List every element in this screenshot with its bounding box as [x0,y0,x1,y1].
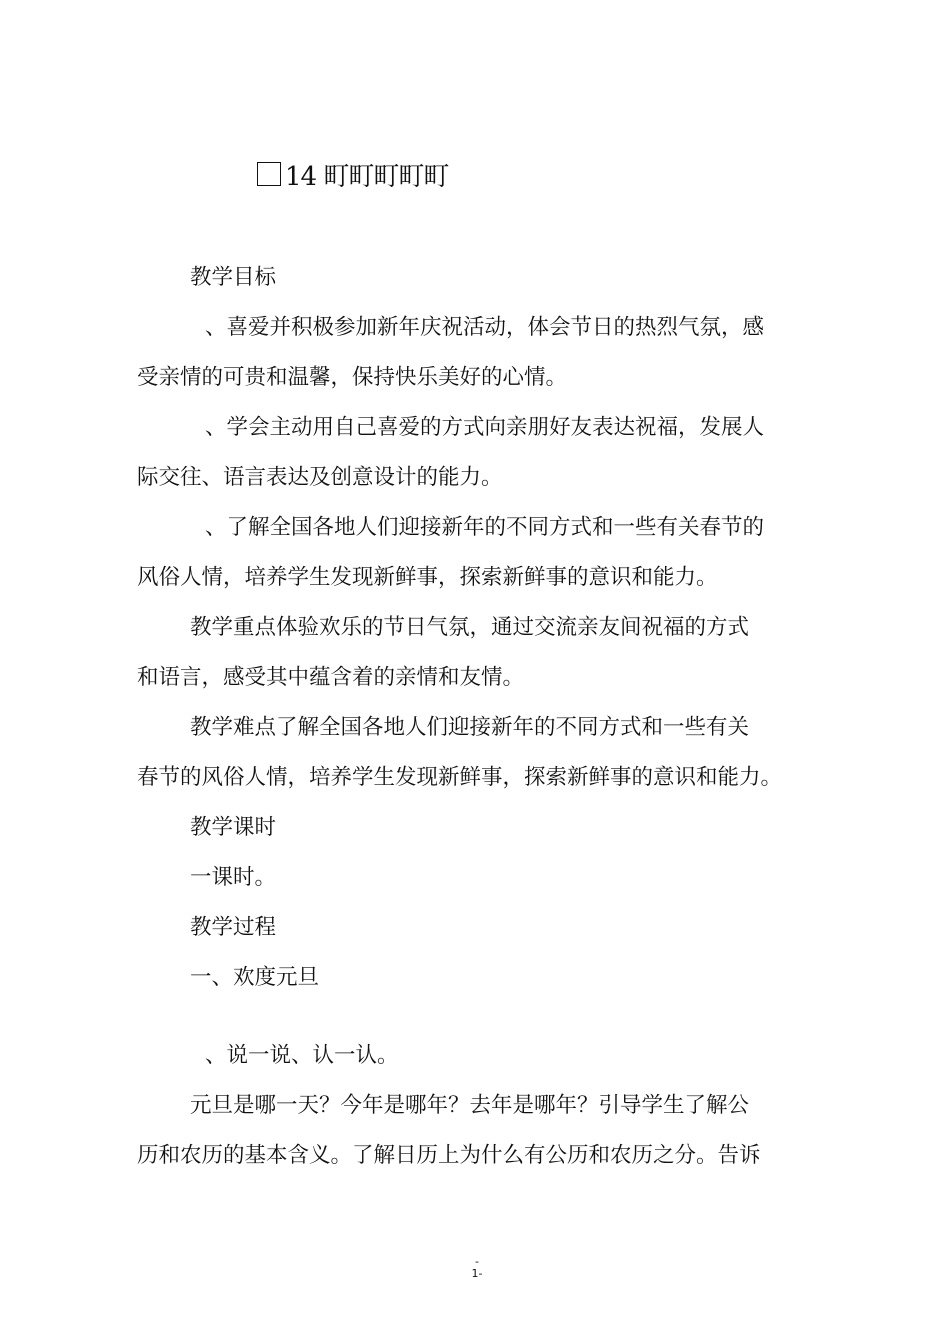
difficulty-line-1: 教学难点了解全国各地人们迎接新年的不同方式和一些有关 [190,715,750,740]
page-number-label: 1- [471,1267,483,1280]
goal-1-line-1: 、喜爱并积极参加新年庆祝活动，体会节日的热烈气氛，感 [205,315,765,340]
page-number [462,1256,492,1280]
step-one-heading: 、说一说、认一认。 [205,1043,399,1068]
key-points-line-2: 和语言，感受其中蕴含着的亲情和友情。 [137,665,525,690]
heading-teaching-goals: 教学目标 [190,265,277,290]
page-number-dash: - [475,1255,479,1268]
goal-2-line-2: 际交往、语言表达及创意设计的能力。 [137,465,503,490]
goal-2-line-1: 、学会主动用自己喜爱的方式向亲朋好友表达祝福，发展人 [205,415,765,440]
class-hours-value: 一课时。 [190,865,277,890]
goal-1-line-2: 受亲情的可贵和温馨，保持快乐美好的心情。 [137,365,568,390]
key-points-line-1: 教学重点体验欢乐的节日气氛，通过交流亲友间祝福的方式 [190,615,750,640]
document-title [257,156,448,192]
goal-3-line-2: 风俗人情，培养学生发现新鲜事，探索新鲜事的意识和能力。 [137,565,718,590]
placeholder-box-icon [257,162,281,186]
section-one-heading: 一、欢度元旦 [190,965,320,990]
heading-class-hours: 教学课时 [190,815,277,840]
difficulty-line-2: 春节的风俗人情，培养学生发现新鲜事，探索新鲜事的意识和能力。 [137,765,783,790]
step-one-line-2: 历和农历的基本含义。了解日历上为什么有公历和农历之分。告诉 [137,1143,761,1168]
title-text: 14 町町町町町 [285,161,449,192]
goal-3-line-1: 、了解全国各地人们迎接新年的不同方式和一些有关春节的 [205,515,765,540]
step-one-line-1: 元旦是哪一天？今年是哪年？去年是哪年？引导学生了解公 [190,1093,750,1118]
heading-teaching-process: 教学过程 [190,915,277,940]
